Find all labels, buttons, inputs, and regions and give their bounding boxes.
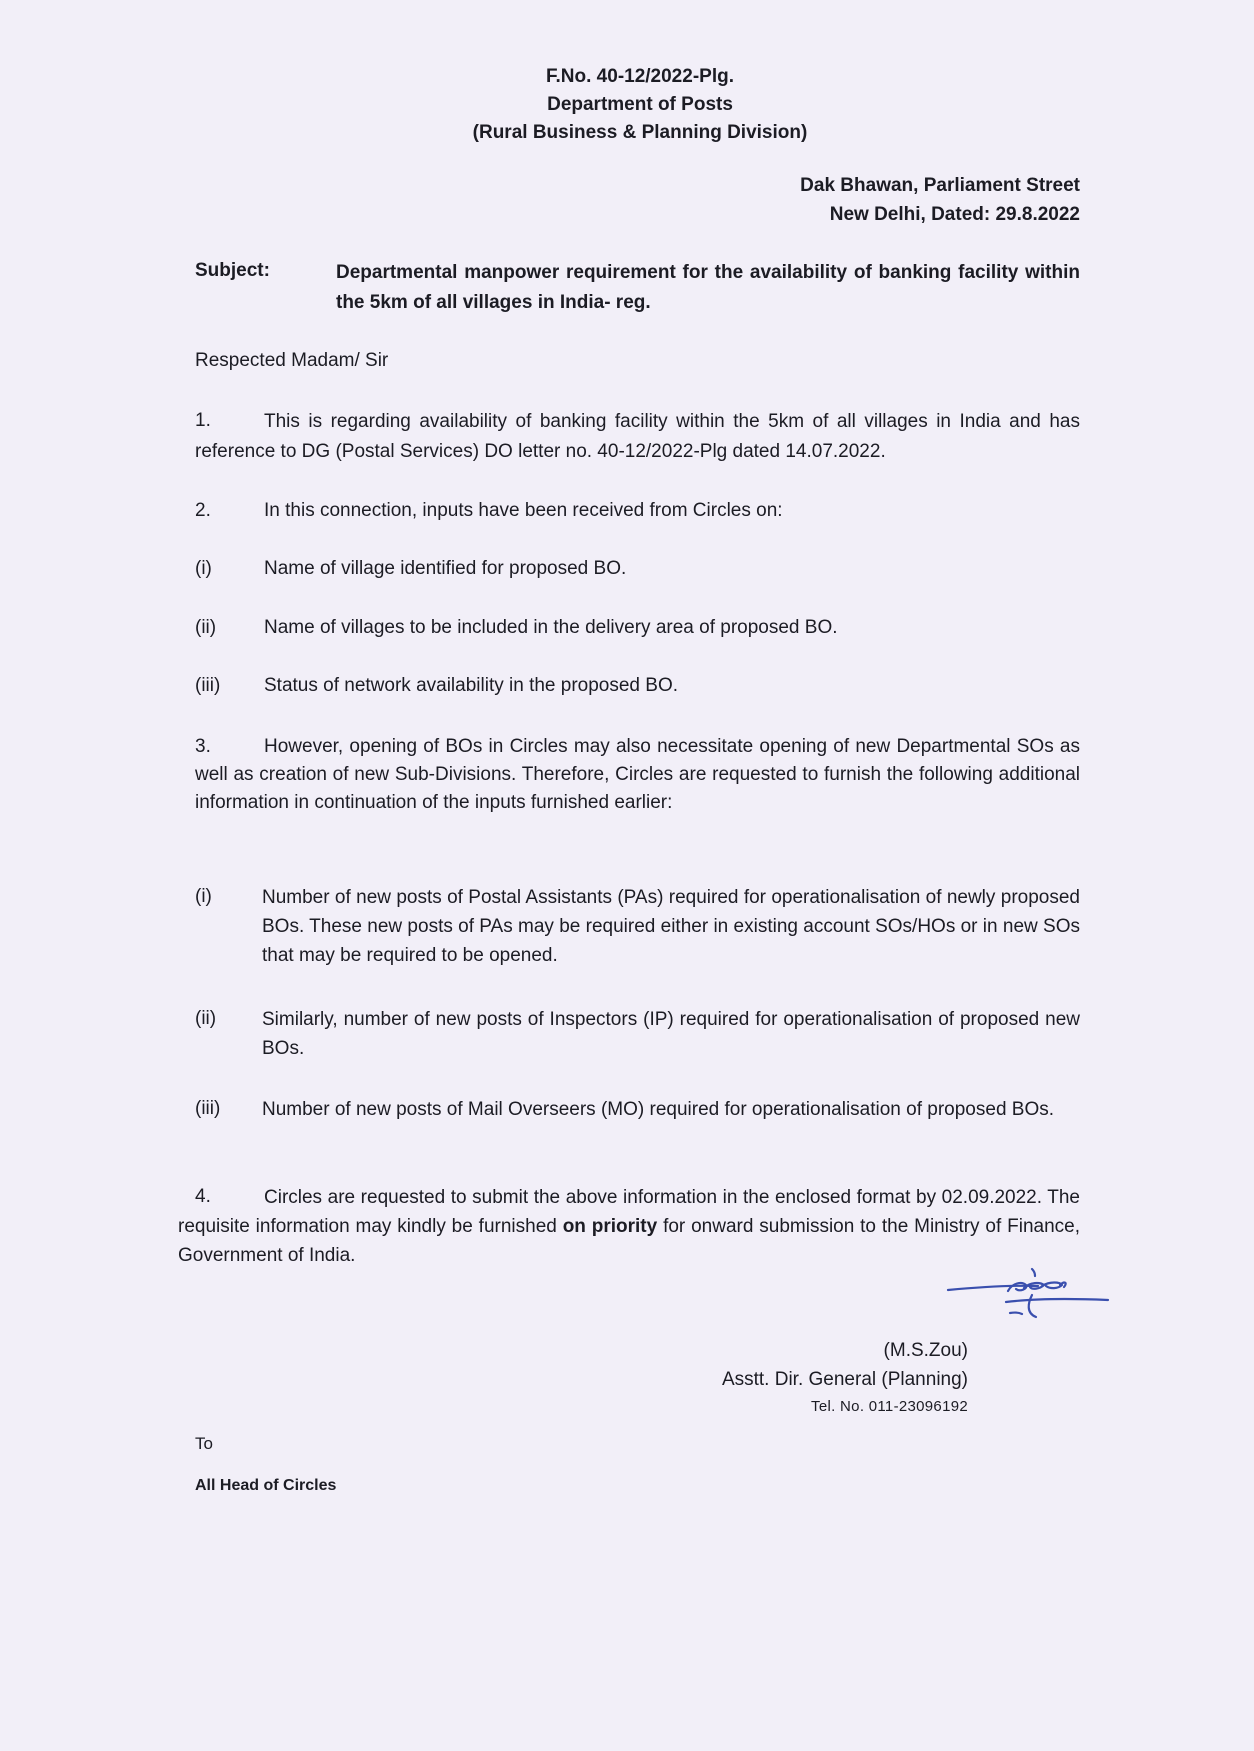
subject-text: Departmental manpower requirement for the availability of banking facility within the 5km of all villages in India- reg. xyxy=(336,262,1080,313)
list-item-number: (iii) xyxy=(195,1098,221,1119)
file-number: F.No. 40-12/2022-Plg. xyxy=(546,66,734,87)
list-item-text: Name of village identified for proposed BO. xyxy=(264,558,627,579)
address-line-1: Dak Bhawan, Parliament Street xyxy=(800,175,1080,196)
signature-mark xyxy=(940,1255,1110,1330)
list-item-number: (i) xyxy=(195,886,212,907)
list-item-number: (ii) xyxy=(195,617,217,638)
para-4-number: 4. xyxy=(195,1186,211,1207)
signatory-designation: Asstt. Dir. General (Planning) xyxy=(721,1369,968,1390)
para-1-number: 1. xyxy=(195,410,211,431)
para-2-text: In this connection, inputs have been received from Circles on: xyxy=(264,500,783,521)
para-2-number: 2. xyxy=(195,500,211,521)
para-4-emphasis: on priority xyxy=(562,1216,658,1237)
signatory-name: (M.S.Zou) xyxy=(883,1340,968,1361)
salutation: Respected Madam/ Sir xyxy=(195,350,389,371)
list-item-number: (i) xyxy=(195,558,212,579)
list-item-number: (iii) xyxy=(195,675,221,696)
recipient-to: To xyxy=(195,1434,213,1453)
para-4-text-end: for onward submission to the Ministry of Finance, Government of India. xyxy=(178,1216,1080,1266)
signature-strokes xyxy=(948,1269,1108,1317)
list-item-text: Name of villages to be included in the delivery area of proposed BO. xyxy=(264,617,838,638)
list-item-text: Similarly, number of new posts of Inspectors (IP) required for operationalisation of proposed new BOs. xyxy=(262,1009,1080,1059)
subject-label: Subject: xyxy=(195,260,270,281)
para-3-number: 3. xyxy=(195,736,211,757)
para-3-text: However, opening of BOs in Circles may also necessitate opening of new Departmental SOs as well as creation of new Sub-Divisions. Therefore, Circles are requested to furnish the following additional information in continuation of the inputs furnished earlier: xyxy=(195,736,1080,813)
division-name: (Rural Business & Planning Division) xyxy=(472,122,808,143)
signatory-telephone: Tel. No. 011-23096192 xyxy=(811,1398,968,1415)
recipient-name: All Head of Circles xyxy=(195,1477,337,1494)
list-item-number: (ii) xyxy=(195,1008,217,1029)
para-1-text: This is regarding availability of banking facility within the 5km of all villages in India and has reference to DG (Postal Services) DO letter no. 40-12/2022-Plg dated 14.07.2022. xyxy=(195,411,1080,462)
list-item-text: Status of network availability in the proposed BO. xyxy=(264,675,679,696)
list-item-text: Number of new posts of Mail Overseers (MO) required for operationalisation of proposed BOs. xyxy=(262,1099,1055,1120)
address-date-line: New Delhi, Dated: 29.8.2022 xyxy=(829,204,1080,225)
department-name: Department of Posts xyxy=(547,94,733,115)
para-4-text-start: Circles are requested to submit the above information in the enclosed format by 02.09.2022. The requisite information may kindly be furnished xyxy=(178,1187,1080,1237)
list-item-text: Number of new posts of Postal Assistants (PAs) required for operationalisation of newly proposed BOs. These new posts of PAs may be required either in existing account SOs/HOs or in new SOs that may be required to be opened. xyxy=(262,887,1080,966)
